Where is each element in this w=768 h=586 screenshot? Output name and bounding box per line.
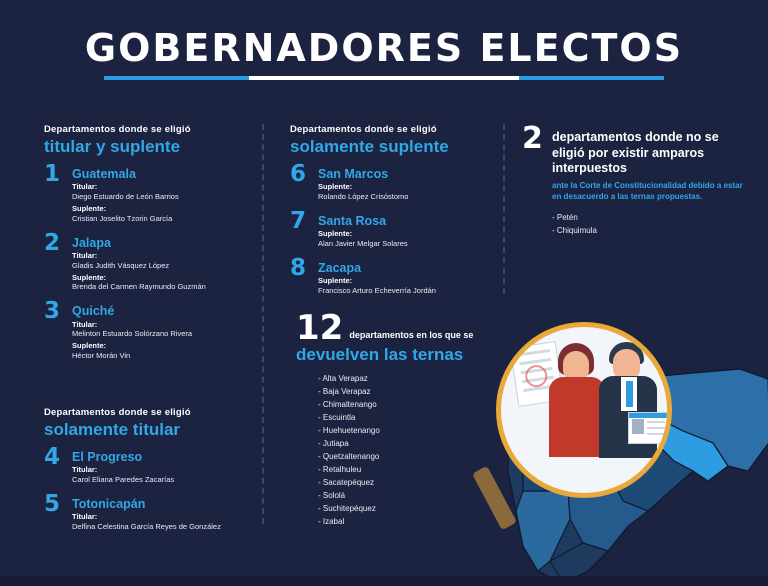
list-item [44,443,274,486]
list-item: - Chiquimula [552,226,597,236]
entry-suplente-name: Héctor Morán Vin [72,351,131,360]
id-card-header [629,413,669,418]
entry-number: 7 [290,208,307,234]
list-item [44,298,274,362]
page-title: GOBERNADORES ELECTOS [84,26,684,70]
list-item: - Alta Verapaz [318,374,368,384]
entry-department: Quiché [72,304,115,319]
entry-department: Zacapa [318,261,362,275]
spacer [44,373,274,407]
list-item [290,208,515,250]
section-big-heading: solamente titular [44,419,181,439]
entry-titular-name: Melinton Estuardo Solórzano Rivera [72,329,193,339]
entry-titular-name: Gladis Judith Vásquez López [72,260,170,270]
ternas-heading-row [296,308,496,348]
entry-suplente-label: Suplente: [72,341,107,351]
entry-number: 1 [44,161,61,187]
amparos-sub-text: ante la Corte de Constitucionalidad debido a estar en desacuerdo a las ternas propuestas. [552,180,743,201]
section-small-heading: Departamentos donde se eligió [44,406,191,418]
list-item: - Retalhuleu [318,464,362,474]
amparos-number: 2 [522,121,543,156]
entry-number: 4 [44,443,61,470]
id-card-line [647,427,665,429]
list-item: - Jutiapa [318,439,349,449]
id-card-icon [629,413,669,443]
list-item: - Sacatepéquez [318,477,375,487]
entry-titular-label: Titular: [72,182,98,192]
amparos-stat [522,121,754,202]
section-solamente-titular [44,407,274,533]
entry-suplente-label: Suplente: [318,229,353,239]
list-item: - Quetzaltenango [318,452,380,462]
ternas-block [296,308,496,529]
ternas-text-top: departamentos en los que se [349,330,474,341]
woman-body [549,377,605,457]
entry-titular-name: Delfina Celestina García Reyes de González [72,522,221,531]
section-small-heading: Departamentos donde se eligió [290,124,437,135]
entry-department: Totonicapán [72,496,146,511]
list-item: - Huehuetenango [318,426,380,436]
list-item [290,161,515,203]
entry-suplente-label: Suplente: [72,204,107,213]
list-item [44,490,274,533]
id-card-photo [632,419,644,434]
entry-number: 6 [290,161,307,187]
map-illustration [478,316,768,586]
entry-number: 5 [44,490,61,517]
section-titular-y-suplente [44,124,274,362]
title-divider-inner [249,76,519,80]
ternas-number: 12 [296,308,344,348]
list-item [290,255,515,297]
ternas-text-bottom: devuelven las ternas [296,345,464,365]
section-big-heading: titular y suplente [44,137,181,156]
entry-suplente-name: Brenda del Carmen Raymundo Guzmán [72,282,206,292]
entry-number: 3 [44,298,61,325]
entry-department: Santa Rosa [318,214,387,228]
list-item: - Izabal [318,516,345,526]
entry-titular-name: Carol Eliana Paredes Zacarías [72,475,175,484]
entry-titular-name: Diego Estuardo de León Barrios [72,192,179,202]
list-item: - Baja Verapaz [318,387,371,397]
magnifier-lens [496,322,672,498]
column-three [522,121,754,238]
ternas-list [296,373,496,528]
entry-number: 2 [44,229,61,256]
entry-titular-label: Titular: [72,251,98,260]
entry-suplente-label: Suplente: [318,182,353,192]
entry-suplente-label: Suplente: [318,276,353,286]
list-item: - Escuintla [318,413,356,423]
list-item [44,229,274,294]
man-tie [626,381,633,407]
entry-department: Guatemala [72,167,136,181]
amparos-list [522,212,754,238]
column-two [290,124,515,308]
list-item [44,161,274,225]
entry-titular-label: Titular: [72,319,98,329]
entry-suplente-label: Suplente: [72,272,107,282]
id-card-line [647,433,665,435]
footer-bar [0,576,768,586]
entry-department: San Marcos [318,167,389,181]
column-one [44,124,274,544]
entry-titular-label: Titular: [72,465,98,475]
entry-number: 8 [290,255,307,281]
entry-suplente-name: Francisco Arturo Echeverría Jordán [318,286,436,296]
entry-suplente-name: Alan Javier Melgar Solares [318,239,408,249]
entry-department: El Progreso [72,449,143,464]
list-item: - Suchitepéquez [318,503,376,513]
doc-line [518,349,550,356]
entry-suplente-name: Rolando López Crisóstomo [318,192,409,202]
title-divider [104,76,664,80]
amparos-bold-text: departamentos donde no se eligió por existir amparos interpuestos [552,130,719,176]
list-item: - Sololá [318,490,346,500]
section-big-heading: solamente suplente [290,137,449,156]
section-small-heading: Departamentos donde se eligió [44,124,191,135]
list-item: - Chimaltenango [318,400,377,410]
id-card-line [647,421,665,423]
entry-suplente-name: Cristian Joselito Tzorin García [72,213,173,223]
entry-department: Jalapa [72,235,111,250]
entry-titular-label: Titular: [72,512,98,522]
list-item: - Petén [552,213,578,223]
